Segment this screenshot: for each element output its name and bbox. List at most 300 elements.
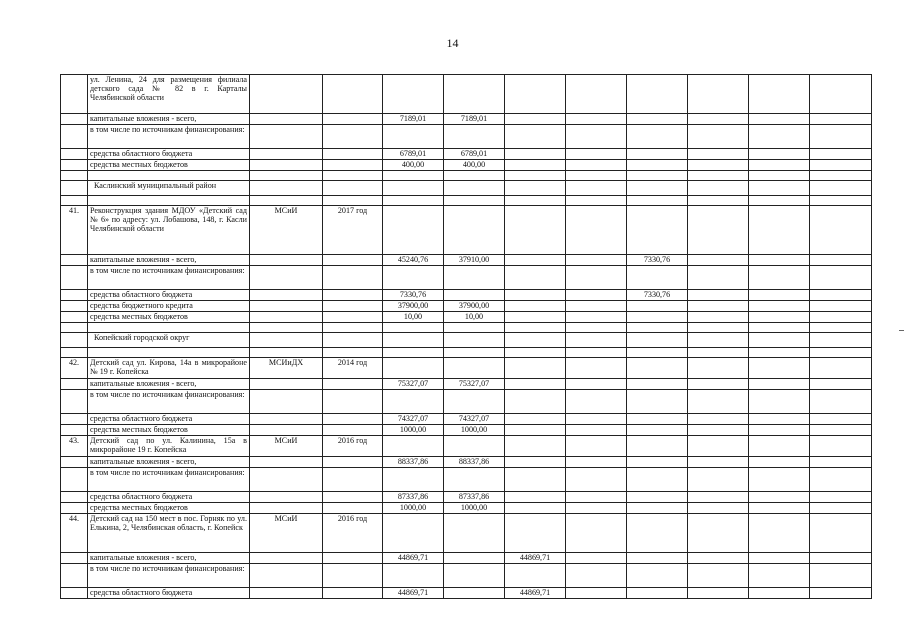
amount-cell	[566, 171, 627, 181]
amount-cell	[688, 149, 749, 160]
row-number-cell	[61, 255, 88, 266]
amount-cell	[810, 196, 872, 206]
amount-cell	[810, 492, 872, 503]
amount-cell	[505, 160, 566, 171]
amount-cell	[444, 468, 505, 492]
amount-cell	[688, 160, 749, 171]
amount-cell	[688, 266, 749, 290]
amount-cell	[444, 206, 505, 255]
row-number-cell	[61, 564, 88, 588]
table-row	[61, 125, 872, 149]
customer-cell: МСИиДХ	[250, 358, 323, 379]
row-number-cell: 42.	[61, 358, 88, 379]
amount-cell	[627, 468, 688, 492]
table-row	[61, 149, 872, 160]
table-row	[61, 514, 872, 553]
table-row	[61, 171, 872, 181]
object-name-cell: Каслинский муниципальный район	[88, 181, 250, 196]
amount-cell	[688, 333, 749, 348]
amount-cell	[505, 414, 566, 425]
year-cell	[323, 457, 383, 468]
object-name-cell	[88, 171, 250, 181]
row-number-cell	[61, 588, 88, 599]
amount-cell: 1000,00	[383, 503, 444, 514]
year-cell	[323, 588, 383, 599]
amount-cell	[505, 348, 566, 358]
amount-cell	[444, 125, 505, 149]
amount-cell	[749, 588, 810, 599]
row-number-cell	[61, 196, 88, 206]
amount-cell	[688, 290, 749, 301]
amount-cell	[505, 457, 566, 468]
amount-cell	[688, 390, 749, 414]
amount-cell	[749, 503, 810, 514]
amount-cell	[444, 358, 505, 379]
investment-table	[60, 74, 872, 599]
object-name-cell: средства областного бюджета	[88, 290, 250, 301]
amount-cell	[566, 333, 627, 348]
amount-cell	[749, 196, 810, 206]
object-name-cell: капитальные вложения - всего,	[88, 457, 250, 468]
amount-cell	[627, 149, 688, 160]
year-cell: 2016 год	[323, 436, 383, 457]
amount-cell	[688, 492, 749, 503]
table-row	[61, 468, 872, 492]
amount-cell	[383, 125, 444, 149]
amount-cell	[810, 390, 872, 414]
amount-cell: 7330,76	[627, 290, 688, 301]
amount-cell: 6789,01	[383, 149, 444, 160]
amount-cell	[810, 425, 872, 436]
amount-cell	[444, 75, 505, 114]
object-name-cell: капитальные вложения - всего,	[88, 114, 250, 125]
row-number-cell: 41.	[61, 206, 88, 255]
amount-cell	[566, 266, 627, 290]
amount-cell	[566, 468, 627, 492]
table-row	[61, 348, 872, 358]
row-number-cell	[61, 160, 88, 171]
amount-cell	[749, 468, 810, 492]
amount-cell	[810, 514, 872, 553]
amount-cell	[566, 348, 627, 358]
amount-cell: 7189,01	[383, 114, 444, 125]
year-cell	[323, 553, 383, 564]
amount-cell	[688, 457, 749, 468]
amount-cell	[627, 457, 688, 468]
amount-cell	[627, 301, 688, 312]
amount-cell	[505, 425, 566, 436]
amount-cell	[627, 514, 688, 553]
amount-cell	[749, 255, 810, 266]
amount-cell	[749, 425, 810, 436]
year-cell	[323, 125, 383, 149]
table-row	[61, 333, 872, 348]
row-number-cell	[61, 301, 88, 312]
table-row	[61, 457, 872, 468]
amount-cell	[688, 348, 749, 358]
amount-cell	[566, 553, 627, 564]
amount-cell	[566, 390, 627, 414]
row-number-cell	[61, 457, 88, 468]
amount-cell	[383, 564, 444, 588]
amount-cell	[688, 564, 749, 588]
amount-cell	[566, 425, 627, 436]
amount-cell: 7330,76	[627, 255, 688, 266]
object-name-cell: средства местных бюджетов	[88, 160, 250, 171]
table-row	[61, 564, 872, 588]
table-row	[61, 301, 872, 312]
amount-cell	[749, 114, 810, 125]
amount-cell: 75327,07	[444, 379, 505, 390]
customer-cell	[250, 266, 323, 290]
amount-cell	[444, 323, 505, 333]
amount-cell	[444, 196, 505, 206]
customer-cell	[250, 160, 323, 171]
row-number-cell	[61, 333, 88, 348]
amount-cell	[627, 553, 688, 564]
row-number-cell: 43.	[61, 436, 88, 457]
customer-cell	[250, 333, 323, 348]
amount-cell	[810, 125, 872, 149]
row-number-cell	[61, 492, 88, 503]
customer-cell	[250, 348, 323, 358]
customer-cell	[250, 414, 323, 425]
amount-cell	[505, 514, 566, 553]
amount-cell	[505, 503, 566, 514]
customer-cell	[250, 425, 323, 436]
amount-cell	[505, 333, 566, 348]
customer-cell	[250, 149, 323, 160]
row-number-cell	[61, 379, 88, 390]
year-cell	[323, 75, 383, 114]
year-cell	[323, 114, 383, 125]
amount-cell	[810, 414, 872, 425]
table-row	[61, 266, 872, 290]
object-name-cell	[88, 323, 250, 333]
table-row	[61, 390, 872, 414]
customer-cell	[250, 114, 323, 125]
page-number: 14	[446, 36, 459, 50]
table-row	[61, 492, 872, 503]
amount-cell	[505, 312, 566, 323]
amount-cell	[749, 181, 810, 196]
row-number-cell	[61, 425, 88, 436]
amount-cell: 7189,01	[444, 114, 505, 125]
table-row	[61, 206, 872, 255]
amount-cell	[383, 75, 444, 114]
amount-cell	[383, 390, 444, 414]
amount-cell	[444, 564, 505, 588]
year-cell	[323, 181, 383, 196]
year-cell	[323, 503, 383, 514]
year-cell	[323, 301, 383, 312]
amount-cell	[688, 301, 749, 312]
object-name-cell: средства областного бюджета	[88, 588, 250, 599]
amount-cell: 88337,86	[383, 457, 444, 468]
table-row	[61, 414, 872, 425]
amount-cell	[566, 149, 627, 160]
year-cell	[323, 160, 383, 171]
amount-cell	[688, 312, 749, 323]
amount-cell	[688, 114, 749, 125]
amount-cell	[688, 503, 749, 514]
year-cell	[323, 348, 383, 358]
object-name-cell: в том числе по источникам финансирования:	[88, 125, 250, 149]
amount-cell	[566, 564, 627, 588]
row-number-cell	[61, 323, 88, 333]
amount-cell	[749, 266, 810, 290]
amount-cell	[566, 514, 627, 553]
amount-cell	[566, 323, 627, 333]
amount-cell	[749, 514, 810, 553]
year-cell	[323, 323, 383, 333]
customer-cell	[250, 468, 323, 492]
amount-cell	[749, 312, 810, 323]
amount-cell	[505, 323, 566, 333]
amount-cell	[505, 149, 566, 160]
customer-cell	[250, 196, 323, 206]
amount-cell	[749, 125, 810, 149]
amount-cell	[627, 206, 688, 255]
amount-cell	[444, 181, 505, 196]
amount-cell	[627, 390, 688, 414]
amount-cell	[810, 171, 872, 181]
amount-cell: 6789,01	[444, 149, 505, 160]
amount-cell	[505, 125, 566, 149]
customer-cell: МСиИ	[250, 206, 323, 255]
amount-cell	[383, 348, 444, 358]
amount-cell: 44869,71	[383, 588, 444, 599]
customer-cell	[250, 171, 323, 181]
amount-cell: 37900,00	[444, 301, 505, 312]
amount-cell: 88337,86	[444, 457, 505, 468]
amount-cell	[627, 348, 688, 358]
row-number-cell	[61, 75, 88, 114]
amount-cell	[688, 75, 749, 114]
amount-cell: 10,00	[444, 312, 505, 323]
amount-cell	[505, 206, 566, 255]
amount-cell	[810, 379, 872, 390]
amount-cell	[627, 436, 688, 457]
customer-cell	[250, 312, 323, 323]
amount-cell	[749, 390, 810, 414]
amount-cell	[810, 312, 872, 323]
amount-cell	[566, 206, 627, 255]
amount-cell	[627, 358, 688, 379]
amount-cell	[688, 425, 749, 436]
amount-cell	[810, 553, 872, 564]
object-name-cell: средства местных бюджетов	[88, 503, 250, 514]
amount-cell	[810, 457, 872, 468]
amount-cell	[444, 436, 505, 457]
amount-cell	[566, 379, 627, 390]
amount-cell	[688, 181, 749, 196]
amount-cell	[383, 196, 444, 206]
row-number-cell	[61, 312, 88, 323]
row-number-cell	[61, 553, 88, 564]
amount-cell	[505, 181, 566, 196]
amount-cell	[688, 414, 749, 425]
object-name-cell: Детский сад ул. Кирова, 14а в микрорайоне № 19 г. Копейска	[88, 358, 250, 379]
customer-cell: МСиИ	[250, 514, 323, 553]
amount-cell	[566, 588, 627, 599]
amount-cell	[383, 333, 444, 348]
year-cell	[323, 255, 383, 266]
table-row	[61, 436, 872, 457]
amount-cell: 400,00	[444, 160, 505, 171]
amount-cell	[383, 171, 444, 181]
amount-cell	[749, 75, 810, 114]
amount-cell	[505, 266, 566, 290]
amount-cell: 45240,76	[383, 255, 444, 266]
amount-cell	[383, 206, 444, 255]
amount-cell	[688, 171, 749, 181]
amount-cell	[810, 358, 872, 379]
table-row	[61, 290, 872, 301]
object-name-cell: средства местных бюджетов	[88, 425, 250, 436]
amount-cell	[688, 196, 749, 206]
amount-cell	[810, 149, 872, 160]
table-body	[61, 75, 872, 599]
amount-cell	[566, 358, 627, 379]
year-cell	[323, 290, 383, 301]
amount-cell	[749, 436, 810, 457]
amount-cell	[627, 564, 688, 588]
amount-cell	[810, 503, 872, 514]
amount-cell	[383, 514, 444, 553]
amount-cell	[566, 503, 627, 514]
amount-cell	[810, 290, 872, 301]
amount-cell	[383, 436, 444, 457]
object-name-cell: капитальные вложения - всего,	[88, 379, 250, 390]
customer-cell	[250, 457, 323, 468]
customer-cell	[250, 255, 323, 266]
amount-cell	[627, 588, 688, 599]
amount-cell	[444, 390, 505, 414]
amount-cell	[566, 312, 627, 323]
row-number-cell	[61, 125, 88, 149]
row-number-cell	[61, 149, 88, 160]
object-name-cell: капитальные вложения - всего,	[88, 255, 250, 266]
object-name-cell: в том числе по источникам финансирования:	[88, 266, 250, 290]
amount-cell	[505, 379, 566, 390]
amount-cell	[688, 514, 749, 553]
object-name-cell: средства областного бюджета	[88, 149, 250, 160]
year-cell	[323, 266, 383, 290]
amount-cell	[749, 358, 810, 379]
amount-cell	[383, 323, 444, 333]
customer-cell	[250, 181, 323, 196]
year-cell: 2017 год	[323, 206, 383, 255]
table-row	[61, 553, 872, 564]
amount-cell: 37910,00	[444, 255, 505, 266]
object-name-cell: в том числе по источникам финансирования:	[88, 564, 250, 588]
amount-cell	[505, 114, 566, 125]
amount-cell: 1000,00	[383, 425, 444, 436]
customer-cell	[250, 75, 323, 114]
amount-cell	[627, 114, 688, 125]
customer-cell	[250, 390, 323, 414]
amount-cell	[749, 333, 810, 348]
amount-cell	[749, 414, 810, 425]
amount-cell	[505, 358, 566, 379]
amount-cell	[383, 468, 444, 492]
amount-cell	[627, 171, 688, 181]
amount-cell: 1000,00	[444, 503, 505, 514]
amount-cell	[749, 564, 810, 588]
amount-cell	[505, 255, 566, 266]
customer-cell	[250, 125, 323, 149]
amount-cell	[444, 514, 505, 553]
amount-cell	[566, 301, 627, 312]
table-row	[61, 181, 872, 196]
row-number-cell	[61, 171, 88, 181]
amount-cell	[627, 333, 688, 348]
amount-cell	[810, 588, 872, 599]
amount-cell	[810, 75, 872, 114]
year-cell	[323, 171, 383, 181]
table-row	[61, 114, 872, 125]
amount-cell	[627, 492, 688, 503]
amount-cell	[810, 266, 872, 290]
amount-cell	[566, 114, 627, 125]
amount-cell	[627, 266, 688, 290]
amount-cell	[688, 436, 749, 457]
amount-cell: 44869,71	[505, 553, 566, 564]
amount-cell	[444, 348, 505, 358]
amount-cell	[566, 181, 627, 196]
amount-cell: 87337,86	[383, 492, 444, 503]
amount-cell	[444, 553, 505, 564]
amount-cell	[688, 323, 749, 333]
row-number-cell	[61, 468, 88, 492]
amount-cell: 44869,71	[505, 588, 566, 599]
amount-cell: 400,00	[383, 160, 444, 171]
amount-cell	[810, 468, 872, 492]
year-cell	[323, 333, 383, 348]
year-cell	[323, 379, 383, 390]
amount-cell	[566, 290, 627, 301]
table-row	[61, 312, 872, 323]
row-number-cell	[61, 181, 88, 196]
customer-cell	[250, 503, 323, 514]
amount-cell	[810, 160, 872, 171]
object-name-cell: Детский сад по ул. Калинина, 15а в микрорайоне 19 г. Копейска	[88, 436, 250, 457]
amount-cell	[749, 323, 810, 333]
customer-cell	[250, 323, 323, 333]
year-cell: 2014 год	[323, 358, 383, 379]
row-number-cell	[61, 390, 88, 414]
amount-cell	[810, 564, 872, 588]
amount-cell	[505, 564, 566, 588]
amount-cell	[566, 436, 627, 457]
amount-cell	[749, 149, 810, 160]
year-cell	[323, 468, 383, 492]
table-row	[61, 425, 872, 436]
table-row	[61, 323, 872, 333]
amount-cell	[749, 457, 810, 468]
table-row	[61, 196, 872, 206]
amount-cell	[688, 358, 749, 379]
amount-cell	[566, 75, 627, 114]
year-cell	[323, 492, 383, 503]
year-cell	[323, 312, 383, 323]
year-cell	[323, 425, 383, 436]
amount-cell	[383, 266, 444, 290]
amount-cell	[627, 379, 688, 390]
amount-cell	[566, 414, 627, 425]
amount-cell	[749, 160, 810, 171]
